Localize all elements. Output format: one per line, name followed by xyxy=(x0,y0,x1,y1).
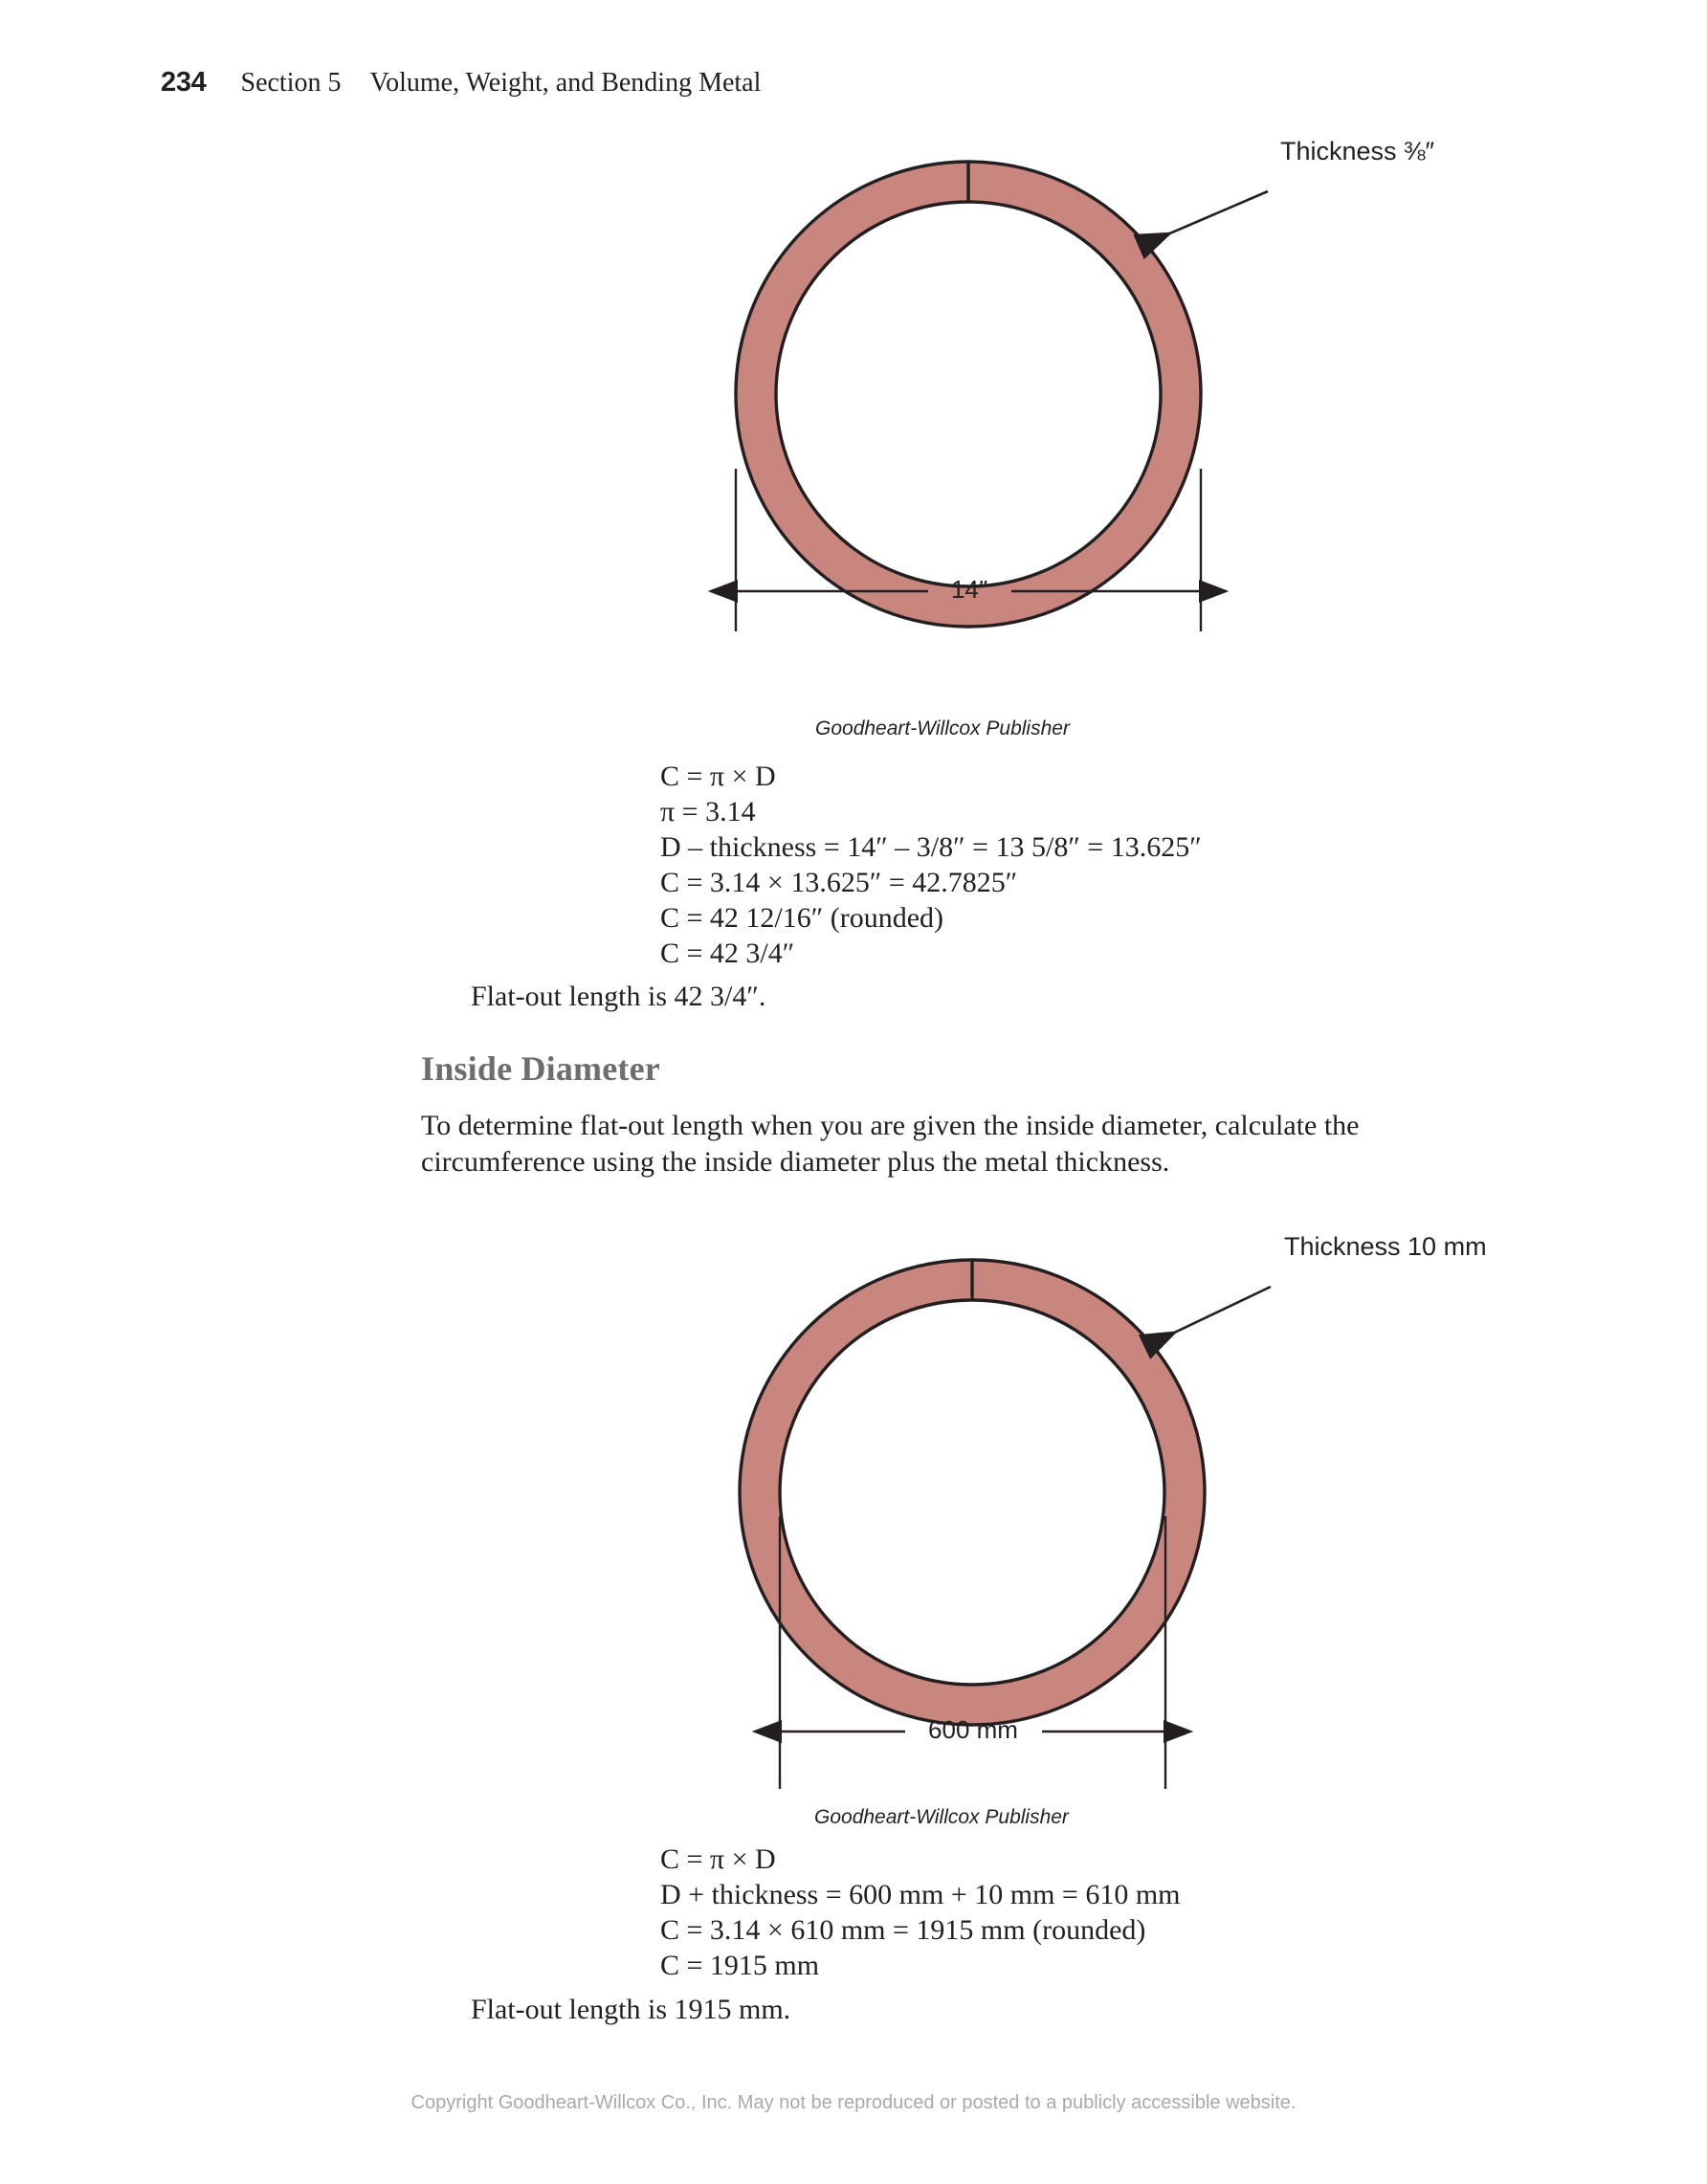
ring-band-fill xyxy=(736,162,1201,627)
running-head xyxy=(161,67,761,99)
figure-credit-inside: Goodheart-Willcox Publisher xyxy=(814,1806,1069,1828)
running-head-section: Section 5 xyxy=(240,68,342,98)
math-line: π = 3.14 xyxy=(660,796,756,827)
dimension-label: 600 mm xyxy=(928,1714,1018,1744)
math-line: C = 42 12/16″ (rounded) xyxy=(660,902,944,934)
thickness-leader-line xyxy=(1139,191,1268,247)
math-line: C = π × D xyxy=(660,1843,776,1875)
ring-inner-circle xyxy=(780,1300,1164,1685)
outside-diameter-drawing xyxy=(0,134,1707,698)
dimension-label: 14″ xyxy=(950,574,988,604)
copyright-footer: Copyright Goodheart-Willcox Co., Inc. May not be reproduced or posted to a publicly accessible website. xyxy=(410,2092,1297,2113)
math-line: C = 42 3/4″ xyxy=(660,938,795,969)
page-number: 234 xyxy=(161,67,207,98)
math-line: D – thickness = 14″ – 3/8″ = 13 5/8″ = 13.625″ xyxy=(660,831,1202,863)
figure-inside-diameter xyxy=(0,1224,1707,1818)
math-line: C = π × D xyxy=(660,761,776,792)
conclusion-inside: Flat-out length is 1915 mm. xyxy=(471,1994,791,2025)
math-line: D + thickness = 600 mm + 10 mm = 610 mm xyxy=(660,1879,1181,1910)
thickness-callout-label: Thickness 10 mm xyxy=(1284,1232,1487,1262)
math-line: C = 3.14 × 13.625″ = 42.7825″ xyxy=(660,867,1018,898)
thickness-callout-label: Thickness ⅜″ xyxy=(1280,137,1435,166)
conclusion-outside: Flat-out length is 42 3/4″. xyxy=(471,981,766,1012)
math-line: C = 3.14 × 610 mm = 1915 mm (rounded) xyxy=(660,1914,1146,1946)
ring-inner-circle xyxy=(776,202,1161,586)
figure-credit-outside: Goodheart-Willcox Publisher xyxy=(815,717,1070,739)
ring-band-fill xyxy=(740,1260,1205,1725)
section-heading-inside-diameter: Inside Diameter xyxy=(421,1049,660,1088)
math-block-inside xyxy=(660,1842,1181,1983)
inside-diameter-drawing xyxy=(0,1224,1707,1818)
section-paragraph-inside-diameter: To determine flat-out length when you are given the inside diameter, calculate the circumference using the inside diameter plus the metal thickness. xyxy=(421,1110,1360,1178)
thickness-leader-line xyxy=(1144,1287,1271,1347)
math-line: C = 1915 mm xyxy=(660,1950,820,1981)
figure-outside-diameter xyxy=(0,134,1707,698)
math-block-outside xyxy=(660,759,1202,971)
running-head-title: Volume, Weight, and Bending Metal xyxy=(369,68,762,98)
